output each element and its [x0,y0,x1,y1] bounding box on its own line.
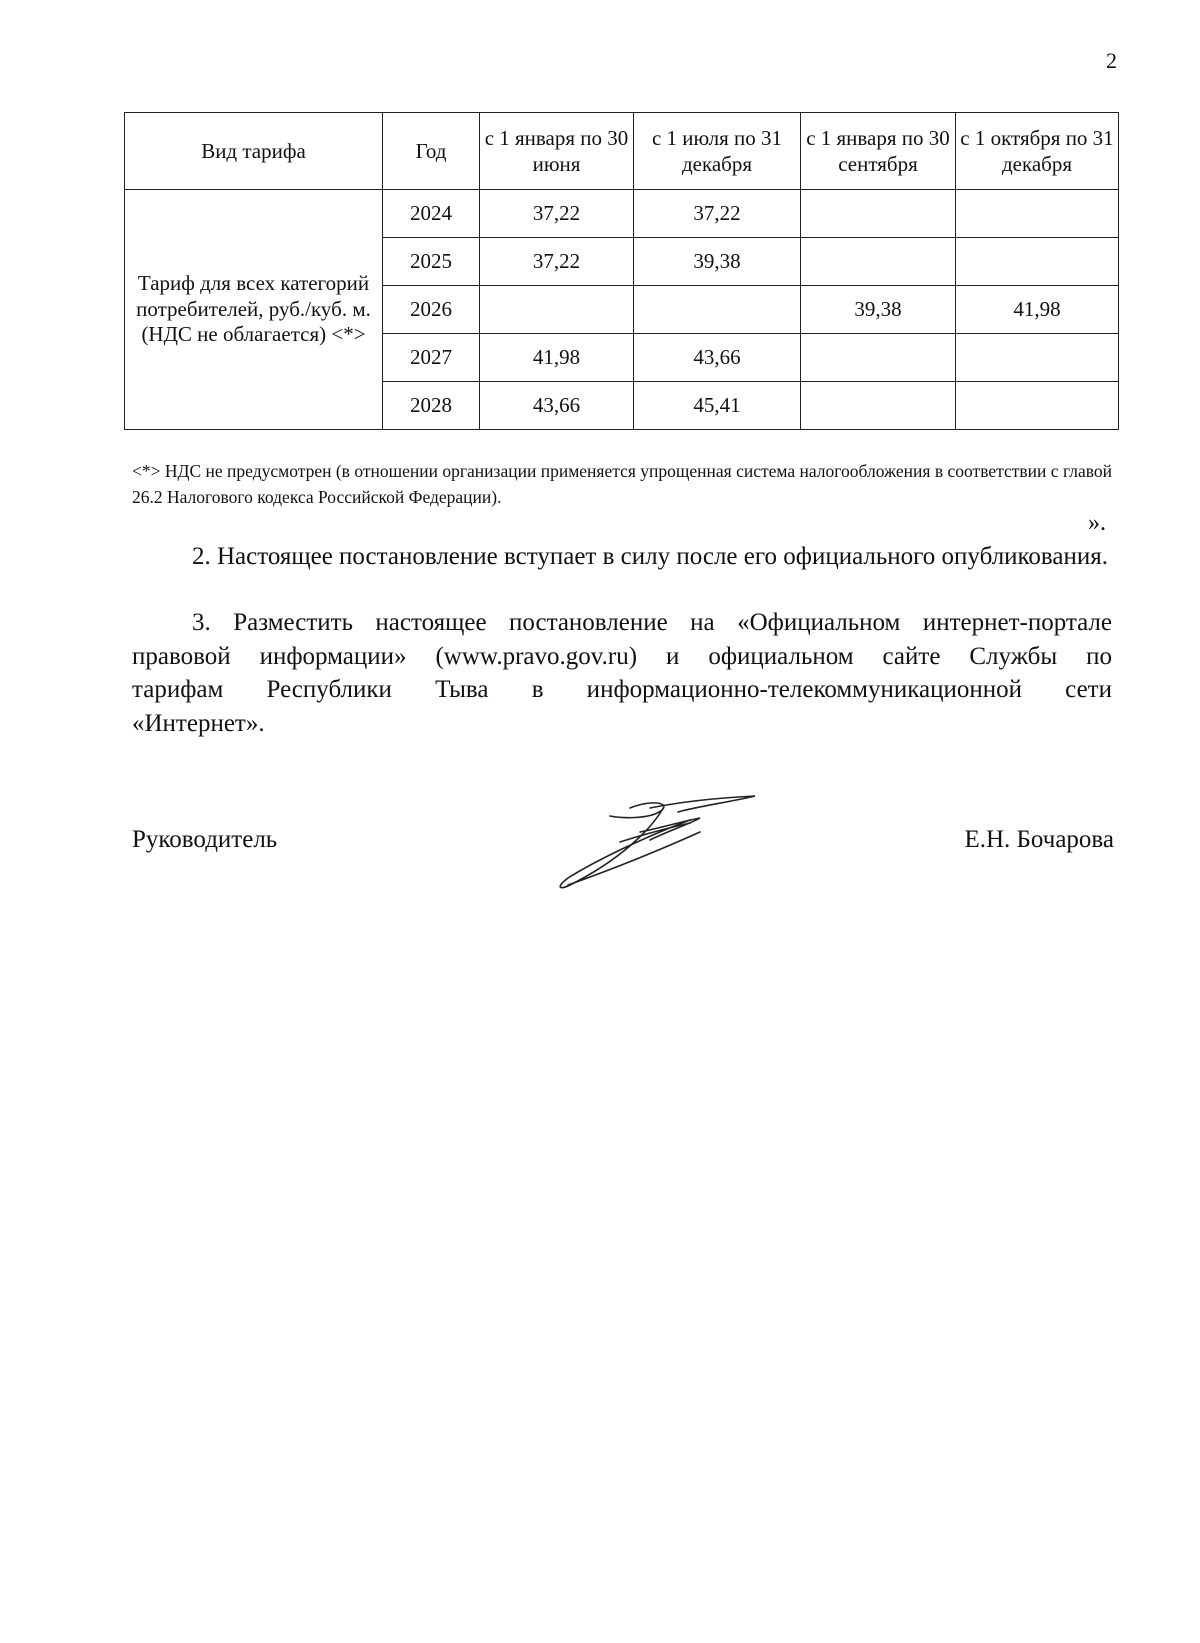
paragraph-3-line: тарифам Республики Тыва в информационно-телекоммуникационной сети [132,676,1112,703]
year-cell: 2026 [383,286,480,334]
signatory-title: Руководитель [132,826,278,853]
handwritten-signature [550,790,770,900]
year-cell: 2028 [383,382,480,430]
paragraph-3-line-text: 3. Разместить настоящее постановление на «Официальном интернет-портале [192,609,1112,636]
value-cell [634,286,801,334]
header-oct-dec: с 1 октября по 31 декабря [956,113,1119,190]
value-cell: 41,98 [480,334,634,382]
table-row [125,190,1119,238]
value-cell [801,238,956,286]
tariff-table [124,112,1119,430]
paragraph-3-line [132,606,1112,640]
page-number: 2 [1106,48,1117,73]
header-jul-dec: с 1 июля по 31 декабря [634,113,801,190]
paragraph-2 [132,540,1112,574]
year-cell: 2024 [383,190,480,238]
year-cell: 2025 [383,238,480,286]
value-cell [801,334,956,382]
value-cell [480,286,634,334]
value-cell: 39,38 [634,238,801,286]
value-cell: 37,22 [480,190,634,238]
value-cell: 43,66 [634,334,801,382]
value-cell [801,382,956,430]
header-jan-sep: с 1 января по 30 сентября [801,113,956,190]
header-year: Год [383,113,480,190]
value-cell [956,238,1119,286]
value-cell: 39,38 [801,286,956,334]
value-cell: 45,41 [634,382,801,430]
value-cell: 41,98 [956,286,1119,334]
closing-quote: ». [1088,510,1106,536]
value-cell [956,382,1119,430]
value-cell: 37,22 [634,190,801,238]
value-cell: 43,66 [480,382,634,430]
footnote: <*> НДС не предусмотрен (в отношении организации применяется упрощенная система налогообложения в соответствии с главой 26.2 Налогового кодекса Российской Федерации). [132,461,1112,508]
tariff-type-cell: Тариф для всех категорий потребителей, руб./куб. м. (НДС не облагается) <*> [125,190,383,430]
value-cell [801,190,956,238]
header-jan-jun: с 1 января по 30 июня [480,113,634,190]
year-cell: 2027 [383,334,480,382]
value-cell [956,334,1119,382]
value-cell [956,190,1119,238]
table-header-row [125,113,1119,190]
value-cell: 37,22 [480,238,634,286]
paragraph-2-text: 2. Настоящее постановление вступает в силу после его официального опубликования. [192,543,1109,570]
signatory-name: Е.Н. Бочарова [964,826,1114,853]
paragraph-3-line: правовой информации» (www.pravo.gov.ru) и официальном сайте Службы по [132,642,1112,670]
header-tariff-type: Вид тарифа [125,113,383,190]
paragraph-3 [132,606,1112,740]
paragraph-3-line: «Интернет». [132,709,265,737]
